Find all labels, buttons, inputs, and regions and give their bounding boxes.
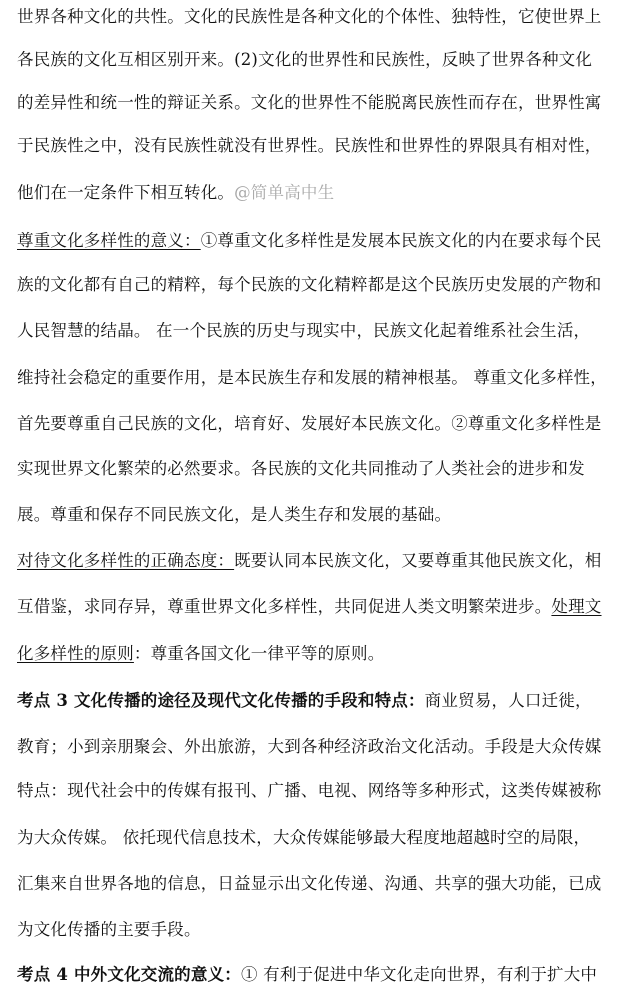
text-line	[17, 735, 629, 759]
text-line	[17, 48, 629, 72]
text-line	[17, 872, 629, 896]
text-line	[17, 91, 629, 115]
underlined-heading: 化多样性的原则	[17, 644, 134, 663]
text-span: 互借鉴，求同存异，尊重世界文化多样性，共同促进人类文明繁荣进步。	[17, 597, 552, 616]
text-span: 展。尊重和保存不同民族文化，是人类生存和发展的基础。	[17, 505, 452, 524]
text-line	[17, 918, 629, 942]
text-line	[17, 826, 629, 850]
text-span: 实现世界文化繁荣的必然要求。各民族的文化共同推动了人类社会的进步和发	[17, 459, 585, 478]
text-span: 人民智慧的结晶。 在一个民族的历史与现实中，民族文化起着维系社会生活，	[17, 321, 591, 340]
text-span: ：尊重各国文化一律平等的原则。	[133, 644, 385, 663]
text-line	[17, 503, 629, 527]
watermark: @简单高中生	[234, 183, 335, 202]
text-line	[17, 5, 629, 29]
text-span: 既要认同本民族文化，又要尊重其他民族文化，相	[234, 551, 602, 570]
text-line	[17, 549, 629, 573]
text-span: ① 有利于促进中华文化走向世界，有利于扩大中	[240, 965, 598, 984]
bold-heading: 考点 4 中外文化交流的意义：	[17, 965, 241, 984]
text-span: ①尊重文化多样性是发展本民族文化的内在要求每个民	[200, 231, 602, 250]
text-span: 教育；小到亲朋聚会、外出旅游，大到各种经济政治文化活动。手段是大众传媒	[17, 737, 602, 756]
text-span: 商业贸易，人口迁徙，	[424, 691, 592, 710]
text-line	[17, 457, 629, 481]
text-span: 为文化传播的主要手段。	[17, 920, 201, 939]
text-line	[17, 273, 629, 297]
text-line	[17, 963, 629, 987]
text-line	[17, 229, 629, 253]
text-span: 维持社会稳定的重要作用，是本民族生存和发展的精神根基。 尊重文化多样性，	[17, 368, 607, 387]
text-line	[17, 595, 629, 619]
text-span: 为大众传媒。 依托现代信息技术，大众传媒能够最大程度地超越时空的局限，	[17, 828, 591, 847]
text-span: 汇集来自世界各地的信息，日益显示出文化传递、沟通、共享的强大功能，已成	[17, 874, 602, 893]
text-span: 首先要尊重自己民族的文化，培育好、发展好本民族文化。②尊重文化多样性是	[17, 414, 602, 433]
text-span: 于民族性之中，没有民族性就没有世界性。民族性和世界性的界限具有相对性，	[17, 136, 602, 155]
underlined-heading: 处理文	[551, 597, 602, 616]
text-line	[17, 779, 629, 803]
text-span: 他们在一定条件下相互转化。	[17, 183, 235, 202]
text-line	[17, 134, 629, 158]
underlined-heading: 对待文化多样性的正确态度：	[17, 551, 235, 570]
text-span: 各民族的文化互相区别开来。(2)文化的世界性和民族性，反映了世界各种文化	[17, 50, 593, 69]
underlined-heading: 尊重文化多样性的意义：	[17, 231, 201, 250]
text-line	[17, 319, 629, 343]
text-span: 世界各种文化的共性。文化的民族性是各种文化的个体性、独特性，它使世界上	[17, 7, 602, 26]
text-line	[17, 366, 629, 390]
text-line	[17, 689, 629, 713]
text-line	[17, 642, 629, 666]
text-span: 特点：现代社会中的传媒有报刊、广播、电视、网络等多种形式，这类传媒被称	[17, 781, 602, 800]
bold-heading: 考点 3 文化传播的途径及现代文化传播的手段和特点：	[17, 691, 425, 710]
text-line	[17, 412, 629, 436]
text-span: 的差异性和统一性的辩证关系。文化的世界性不能脱离民族性而存在，世界性寓	[17, 93, 602, 112]
text-span: 族的文化都有自己的精粹，每个民族的文化精粹都是这个民族历史发展的产物和	[17, 275, 602, 294]
text-line	[17, 181, 629, 205]
